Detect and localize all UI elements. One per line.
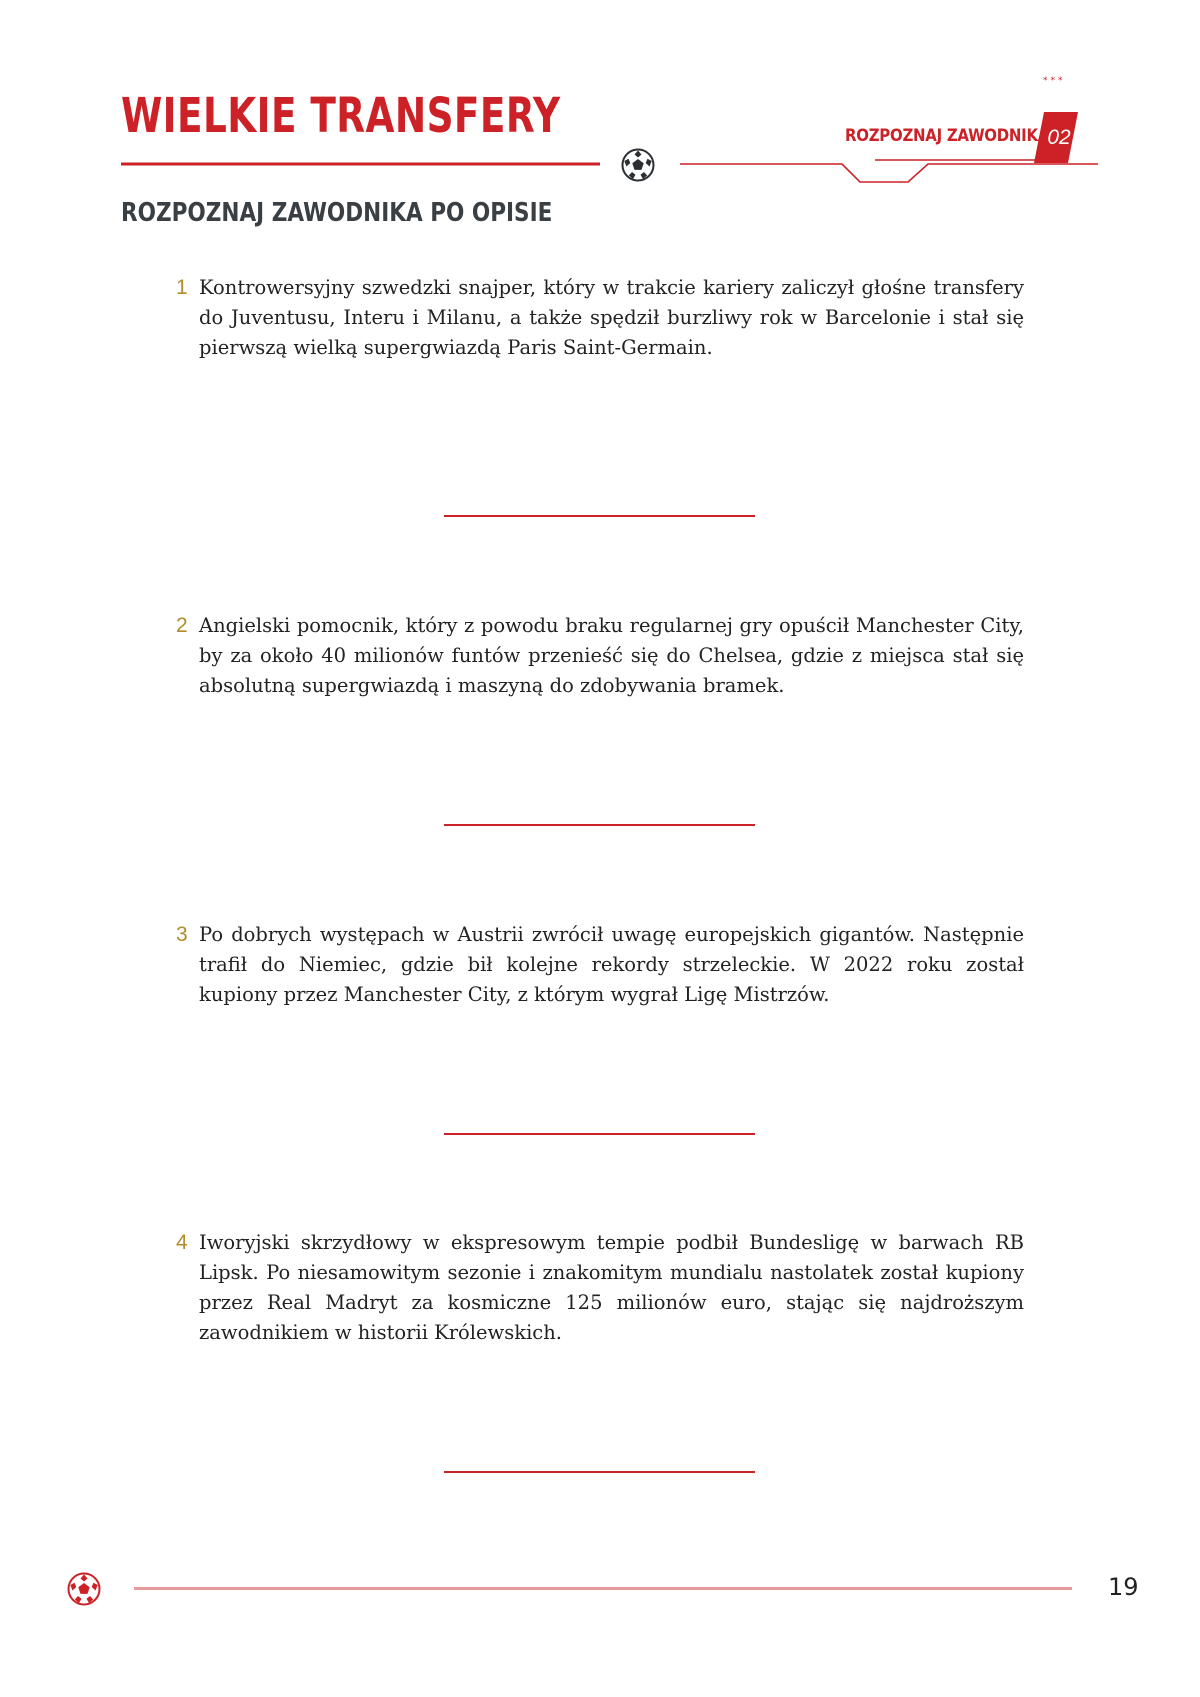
answer-line[interactable] [444,824,755,826]
header-decoration [0,0,1200,200]
question-text: Po dobrych występach w Austrii zwrócił uwagę europejskich gigantów. Następnie trafił do Niemiec, gdzie bił kolejne rekordy strzeleckie. W 2022 roku został kupiony przez Manchester City, z którym wygrał Ligę Mistrzów. [199,923,1024,1006]
question-number: 3 [176,923,188,946]
soccer-ball-icon [67,1572,101,1606]
footer-divider [134,1587,1072,1590]
question-number: 2 [176,614,188,637]
question-text: Iworyjski skrzydłowy w ekspresowym tempie podbił Bundesligę w barwach RB Lipsk. Po niesamowitym sezonie i znakomitym mundialu nastolatek został kupiony przez Real Madryt za kosmiczne 125 milionów euro, stając się najdroższym zawodnikiem w historii Królewskich. [199,1231,1024,1344]
question-item [176,611,1024,701]
question-number: 4 [176,1231,188,1254]
page-title: WIELKIE TRANSFERY [121,88,561,144]
question-item [176,273,1024,363]
header-underline-right [680,164,1098,182]
question-text: Kontrowersyjny szwedzki snajper, który w trakcie kariery zaliczył głośne transfery do Juventusu, Interu i Milanu, a także spędził burzliwy rok w Barcelonie i stał się pierwszą wielką supergwiazdą Paris Saint-Germain. [199,276,1024,359]
section-subtitle: ROZPOZNAJ ZAWODNIKA PO OPISIE [121,198,553,228]
answer-line[interactable] [444,1471,755,1473]
stars-decoration: *** [1043,76,1066,86]
question-number: 1 [176,276,188,299]
page-number: 19 [1108,1573,1139,1601]
question-item [176,1228,1024,1348]
section-number: 02 [1047,126,1071,149]
section-tag: ROZPOZNAJ ZAWODNIKA [845,126,1050,146]
answer-line[interactable] [444,515,755,517]
question-item [176,920,1024,1010]
question-text: Angielski pomocnik, który z powodu braku regularnej gry opuścił Manchester City, by za około 40 milionów funtów przenieść się do Chelsea, gdzie z miejsca stał się absolutną supergwiazdą i maszyną do zdobywania bramek. [199,614,1024,697]
answer-line[interactable] [444,1133,755,1135]
soccer-ball-icon [621,148,655,182]
